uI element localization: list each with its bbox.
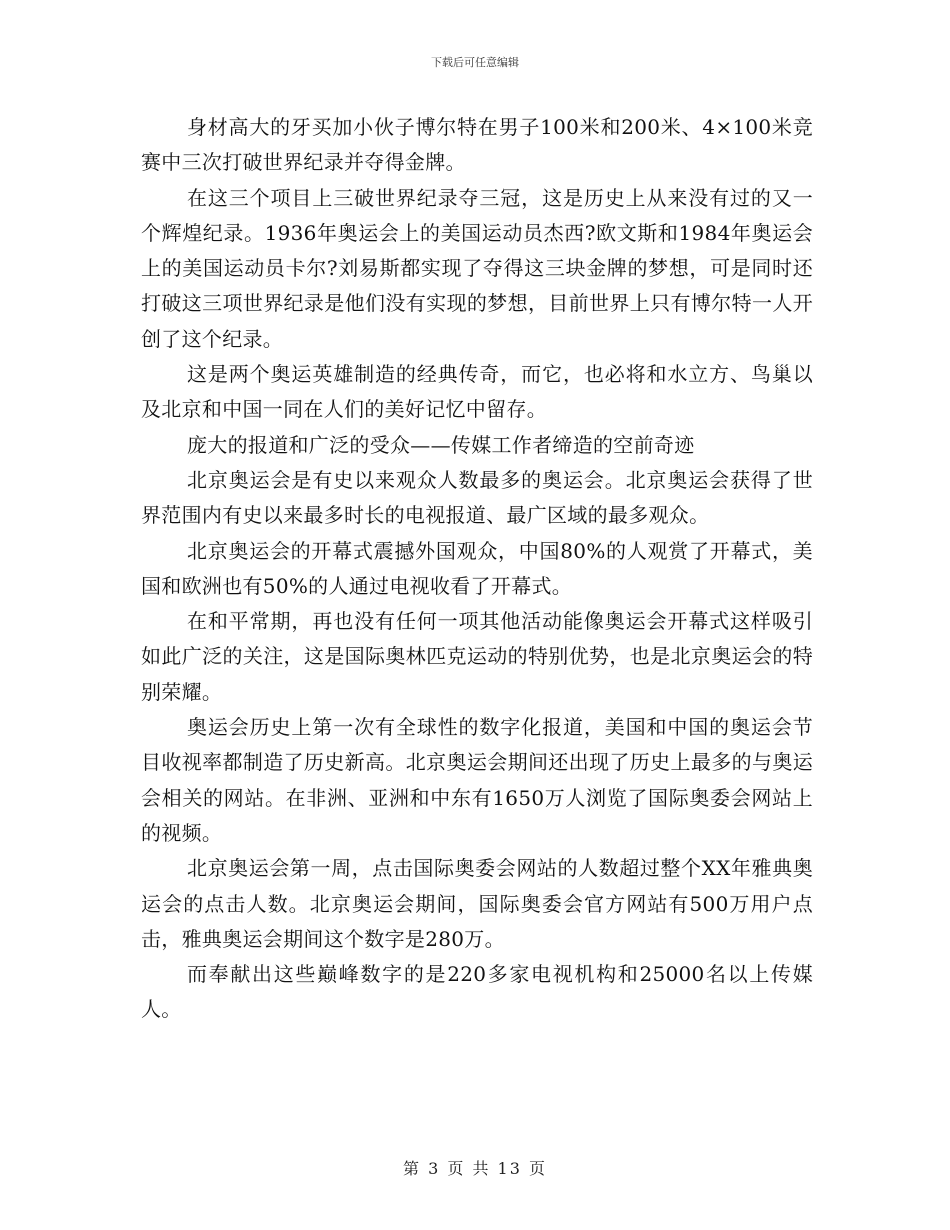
paragraph-opening-ceremony: 北京奥运会的开幕式震撼外国观众，中国80%的人观赏了开幕式，美国和欧洲也有50%的人通过电视收看了开幕式。: [141, 538, 813, 598]
section-heading-media: 庞大的报道和广泛的受众——传媒工作者缔造的空前奇迹: [187, 432, 695, 457]
document-body: [141, 110, 813, 1028]
paragraph-digital-coverage: 奥运会历史上第一次有全球性的数字化报道，美国和中国的奥运会节目收视率都制造了历史新高。北京奥运会期间还出现了历史上最多的与奥运会相关的网站。在非洲、亚洲和中东有1650万人浏览了国际奥委会网站上的视频。: [141, 715, 813, 845]
paragraph-peacetime-attention: 在和平常期，再也没有任何一项其他活动能像奥运会开幕式这样吸引如此广泛的关注，这是国际奥林匹克运动的特别优势，也是北京奥运会的特别荣耀。: [141, 609, 813, 704]
page-header: 下载后可任意编辑: [431, 56, 519, 69]
paragraph-website-clicks: 北京奥运会第一周，点击国际奥委会网站的人数超过整个XX年雅典奥运会的点击人数。北京奥运会期间，国际奥委会官方网站有500万用户点击，雅典奥运会期间这个数字是280万。: [141, 856, 813, 951]
paragraph-bolt-records: 身材高大的牙买加小伙子博尔特在男子100米和200米、4×100米竞赛中三次打破世界纪录并夺得金牌。: [141, 115, 813, 175]
paragraph-audience-record: 北京奥运会是有史以来观众人数最多的奥运会。北京奥运会获得了世界范围内有史以来最多时长的电视报道、最广区域的最多观众。: [141, 467, 813, 528]
paragraph-olympic-legend: 这是两个奥运英雄制造的经典传奇，而它，也必将和水立方、鸟巢以及北京和中国一同在人们的美好记忆中留存。: [141, 362, 813, 422]
page-number-footer: 第 3 页 共 13 页: [403, 1159, 547, 1178]
paragraph-media-workers: 而奉献出这些巅峰数字的是220多家电视机构和25000名以上传媒人。: [141, 962, 813, 1022]
paragraph-historic-record: 在这三个项目上三破世界纪录夺三冠，这是历史上从来没有过的又一个辉煌纪录。1936年奥运会上的美国运动员杰西?欧文斯和1984年奥运会上的美国运动员卡尔?刘易斯都实现了夺得这三块金牌的梦想，可是同时还打破这三项世界纪录是他们没有实现的梦想，目前世界上只有博尔特一人开创了这个纪录。: [141, 185, 813, 351]
